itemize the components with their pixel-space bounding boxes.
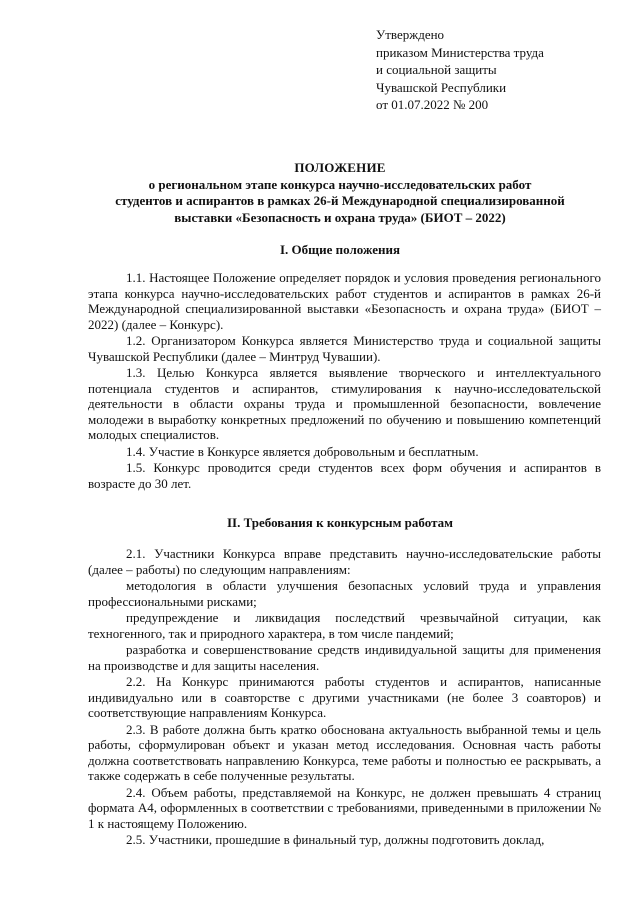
approval-line: от 01.07.2022 № 200 (376, 97, 489, 112)
approval-line: приказом Министерства труда (376, 44, 544, 60)
approval-stamp (376, 26, 544, 114)
paragraph: 1.1. Настоящее Положение определяет порядок и условия проведения регионального этапа конкурса научно-исследовательских работ студентов и аспирантов в рамках 26-й Международной специализированной выставки «Безопасность и охрана труда» (БИОТ – 2022) (далее – Конкурс). (88, 270, 601, 332)
approval-line: Чувашской Республики (376, 79, 507, 95)
section-1-body (88, 270, 601, 491)
paragraph: 2.2. На Конкурс принимаются работы студентов и аспирантов, написанные индивидуально или в соавторстве с другими участниками (не более 3 соавторов) и соответствующие направлениям Конкурса. (88, 674, 601, 720)
document-title: ПОЛОЖЕНИЕ (294, 160, 386, 175)
paragraph: 2.3. В работе должна быть кратко обоснована актуальность выбранной темы и цель работы, сформулирован объект и указан метод исследования. Основная часть работы должна соответствовать направлению Конкурса, теме работы и полностью ее раскрывать, а также содержать в себе полученные результаты. (88, 721, 601, 783)
document-subtitle-line: студентов и аспирантов в рамках 26-й Международной специализированной (115, 193, 565, 208)
approval-line: и социальной защиты (376, 62, 497, 77)
paragraph: 2.1. Участники Конкурса вправе представить научно-исследовательские работы (далее – работы) по следующим направлениям: (88, 546, 601, 577)
document-subtitle-line: выставки «Безопасность и охрана труда» (БИОТ – 2022) (174, 209, 506, 225)
paragraph: 1.4. Участие в Конкурсе является добровольным и бесплатным. (126, 443, 479, 459)
section-2-body (88, 546, 601, 848)
section-1-heading: I. Общие положения (280, 242, 400, 257)
document-subtitle-line: о региональном этапе конкурса научно-исследовательских работ (148, 176, 532, 192)
paragraph: предупреждение и ликвидация последствий чрезвычайной ситуации, как техногенного, так и природного характера, в том числе пандемий; (88, 610, 601, 641)
approval-line: Утверждено (376, 27, 445, 42)
paragraph: 2.5. Участники, прошедшие в финальный тур, должны подготовить доклад, (126, 832, 545, 847)
paragraph: методология в области улучшения безопасных условий труда и управления профессиональными рисками; (88, 578, 601, 609)
document-title-block (80, 160, 600, 226)
paragraph: 2.4. Объем работы, представляемой на Конкурс, не должен превышать 4 страниц формата А4, оформленных в соответствии с требованиями, приведенными в приложении № 1 к настоящему Положению. (88, 784, 601, 831)
paragraph: 1.3. Целью Конкурса является выявление творческого и интеллектуального потенциала студентов и аспирантов, стимулирования к научно-исследовательской деятельности в области охраны труда и промышленной безопасности, вовлечение молодежи в выработку конкретных предложений по обучению и повышению компетенций молодых специалистов. (88, 365, 601, 442)
paragraph: 1.2. Организатором Конкурса является Министерство труда и социальной защиты Чувашской Республики (далее – Минтруд Чувашии). (88, 333, 601, 364)
paragraph: разработка и совершенствование средств индивидуальной защиты для применения на производстве и для защиты населения. (88, 642, 601, 673)
section-2-heading: II. Требования к конкурсным работам (227, 515, 453, 530)
paragraph: 1.5. Конкурс проводится среди студентов всех форм обучения и аспирантов в возрасте до 30 лет. (88, 460, 601, 491)
